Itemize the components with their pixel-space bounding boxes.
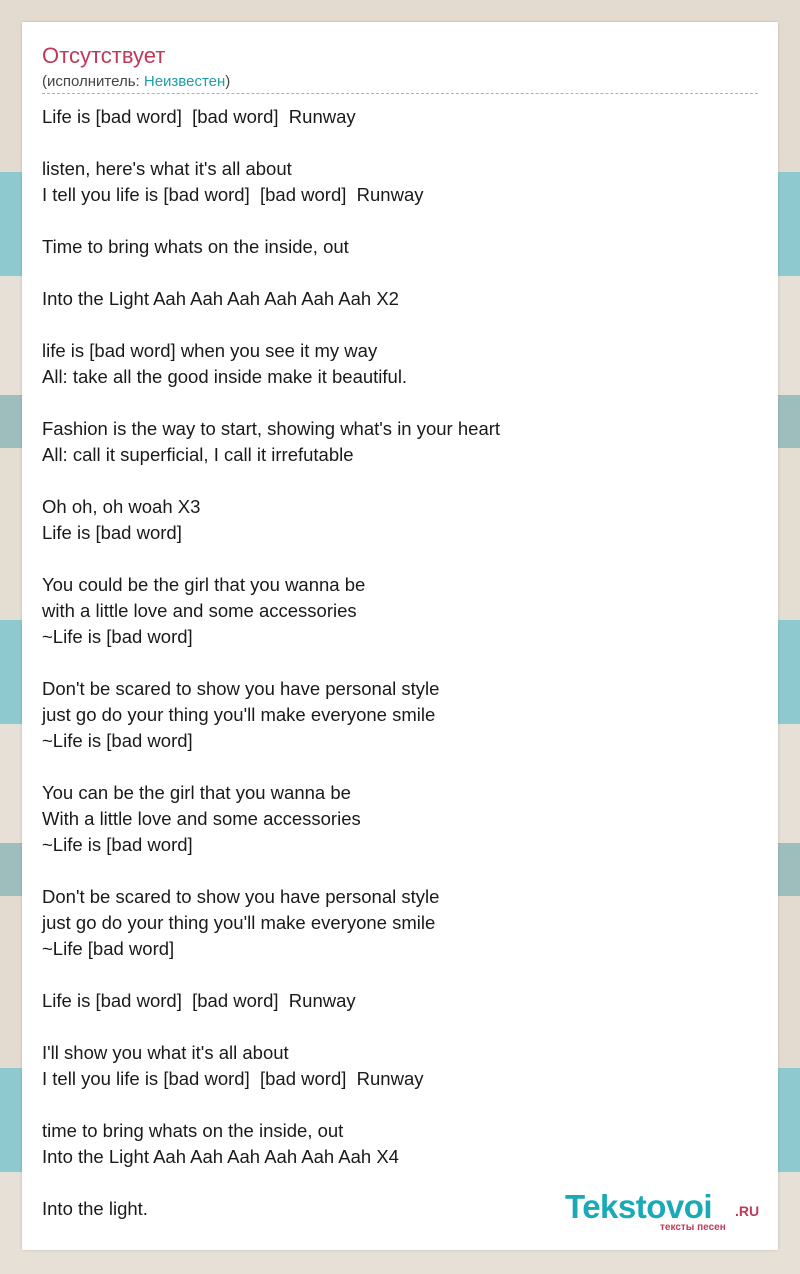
lyric-line [42, 754, 758, 780]
lyric-line: ~Life is [bad word] [42, 730, 193, 751]
lyric-line [42, 208, 758, 234]
lyric-line: just go do your thing you'll make everyone smile [42, 704, 436, 725]
lyric-line [42, 1092, 758, 1118]
lyric-line [42, 260, 758, 286]
lyric-line: Life is [bad word] [42, 522, 182, 543]
artist-link[interactable]: Неизвестен [143, 73, 226, 90]
artist-suffix: ) [225, 73, 231, 90]
site-logo[interactable] [565, 1188, 770, 1238]
lyric-line: Into the Light Aah Aah Aah Aah Aah Aah X4 [42, 1146, 399, 1167]
lyric-line: life is [bad word] when you see it my way [42, 340, 378, 361]
lyric-line [42, 312, 758, 338]
title-divider [42, 93, 758, 94]
artist-prefix: (исполнитель: [42, 73, 144, 90]
lyric-line [42, 130, 758, 156]
lyric-line [42, 390, 758, 416]
logo-tagline: тексты песен [660, 1222, 726, 1233]
lyric-line: With a little love and some accessories [42, 808, 361, 829]
lyric-line: Fashion is the way to start, showing what's in your heart [42, 418, 501, 439]
lyric-line: All: take all the good inside make it beautiful. [42, 366, 408, 387]
lyric-line: Into the Light Aah Aah Aah Aah Aah Aah X2 [42, 288, 399, 309]
lyrics-card [22, 22, 778, 1250]
lyric-line: just go do your thing you'll make everyone smile [42, 912, 436, 933]
lyric-line: Oh oh, oh woah X3 [42, 496, 201, 517]
lyric-line: time to bring whats on the inside, out [42, 1120, 344, 1141]
lyric-line: You could be the girl that you wanna be [42, 574, 366, 595]
lyric-line [42, 1014, 758, 1040]
lyric-line [42, 650, 758, 676]
song-title: Отсутствует [42, 43, 166, 68]
lyric-line: Into the light. [42, 1198, 148, 1219]
lyric-line [42, 468, 758, 494]
lyric-line: Life is [bad word] [bad word] Runway [42, 990, 356, 1011]
logo-domain: .RU [735, 1203, 760, 1219]
logo-text: Tekstovoi [565, 1188, 713, 1225]
lyrics-text [42, 104, 758, 1222]
lyric-line: Time to bring whats on the inside, out [42, 236, 349, 257]
lyric-line: listen, here's what it's all about [42, 158, 292, 179]
lyric-line: ~Life is [bad word] [42, 834, 193, 855]
lyric-line: I'll show you what it's all about [42, 1042, 289, 1063]
lyric-line: I tell you life is [bad word] [bad word] Runway [42, 1068, 424, 1089]
lyric-line: I tell you life is [bad word] [bad word] Runway [42, 184, 424, 205]
lyric-line: ~Life [bad word] [42, 938, 175, 959]
artist-line [42, 72, 230, 92]
lyric-line: All: call it superficial, I call it irrefutable [42, 444, 354, 465]
lyric-line [42, 858, 758, 884]
lyric-line [42, 962, 758, 988]
lyric-line [42, 546, 758, 572]
lyric-line: Life is [bad word] [bad word] Runway [42, 106, 356, 127]
lyric-line: You can be the girl that you wanna be [42, 782, 351, 803]
lyric-line: ~Life is [bad word] [42, 626, 193, 647]
lyric-line: Don't be scared to show you have personal style [42, 678, 440, 699]
lyric-line: Don't be scared to show you have personal style [42, 886, 440, 907]
lyric-line: with a little love and some accessories [42, 600, 357, 621]
